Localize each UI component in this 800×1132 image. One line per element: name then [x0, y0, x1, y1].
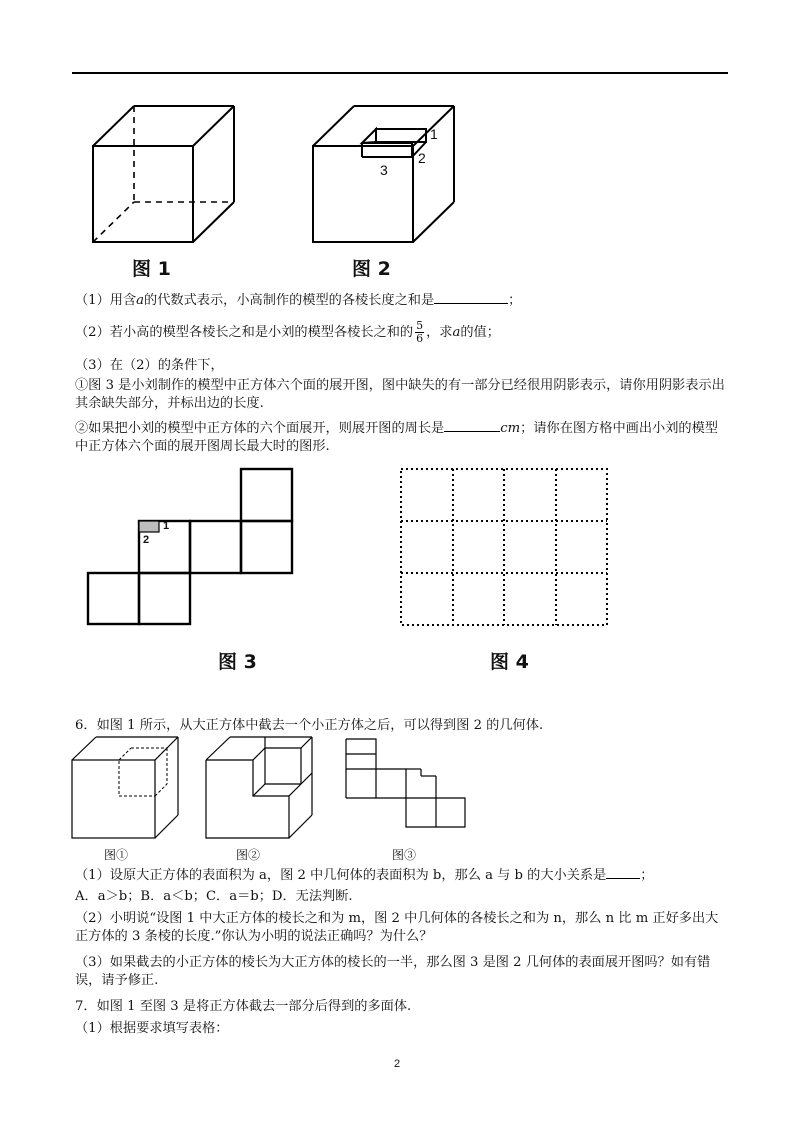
fraction-5-6: $\frac{5}{6}$ — [416, 319, 424, 345]
fig3-label-1: 1 — [163, 520, 170, 532]
q7-stem: 7．如图 1 至图 3 是将正方体截去一部分后得到的多面体. — [75, 999, 412, 1014]
q6-choices: A．a＞b；B．a＜b；C．a＝b；D．无法判断. — [75, 889, 353, 904]
q7-part1: （1）根据要求填写表格： — [75, 1021, 229, 1036]
figure-1-caption: 图 1 — [132, 258, 171, 280]
page-number: 2 — [394, 1058, 401, 1070]
fig3-label-2: 2 — [143, 534, 150, 546]
q5-part2: （2）若小高的模型各棱长之和是小刘的模型各棱长之和的 $\frac{5}{6}$ ，求a的值； — [75, 319, 500, 345]
q5-part1: （1）用含a的代数式表示，小高制作的模型的各棱长度之和是 ； — [75, 293, 522, 308]
fig2-label-3: 3 — [380, 162, 388, 178]
q5-part3-item1: ①图 3 是小刘制作的模型中正方体六个面的展开图，图中缺失的有一部分已经很用阴影表示，请你用阴影表示出其余缺失部分，并标出边的长度. — [75, 378, 725, 411]
q5-part3-item2: ②如果把小刘的模型中正方体的六个面展开，则展开图的周长是 cm；请你在图方格中画出小刘的模型中正方体六个面的展开图周长最大时的图形. — [75, 421, 718, 454]
figure-3-caption: 图 3 — [218, 651, 257, 673]
q6-part3: （3）如果截去的小正方体的棱长为大正方体的棱长的一半，那么图 3 是图 2 几何体的表面展开图吗？如有错误，请予修正. — [75, 955, 711, 988]
q6-caption-1: 图① — [104, 848, 129, 862]
q6-caption-2: 图② — [236, 848, 261, 862]
figure-4-caption: 图 4 — [490, 651, 529, 673]
q6-stem: 6．如图 1 所示，从大正方体中截去一个小正方体之后，可以得到图 2 的几何体. — [75, 718, 544, 733]
fig2-label-1: 1 — [430, 126, 438, 142]
figure-2-caption: 图 2 — [352, 258, 391, 280]
fig2-label-2: 2 — [418, 150, 426, 166]
q6-caption-3: 图③ — [392, 848, 417, 862]
q6-part2: （2）小明说“设图 1 中大正方体的棱长之和为 m，图 2 中几何体的各棱长之和为 n，那么 n 比 m 正好多出大正方体的 3 条棱的长度.”你认为小明的说法正确吗？为什么？ — [75, 911, 719, 944]
q6-part1: （1）设原大正方体的表面积为 a，图 2 中几何体的表面积为 b，那么 a 与 b 的大小关系是 ； — [75, 868, 654, 883]
q5-part3: （3）在（2）的条件下， — [75, 358, 224, 373]
relation-blank[interactable] — [606, 878, 640, 879]
